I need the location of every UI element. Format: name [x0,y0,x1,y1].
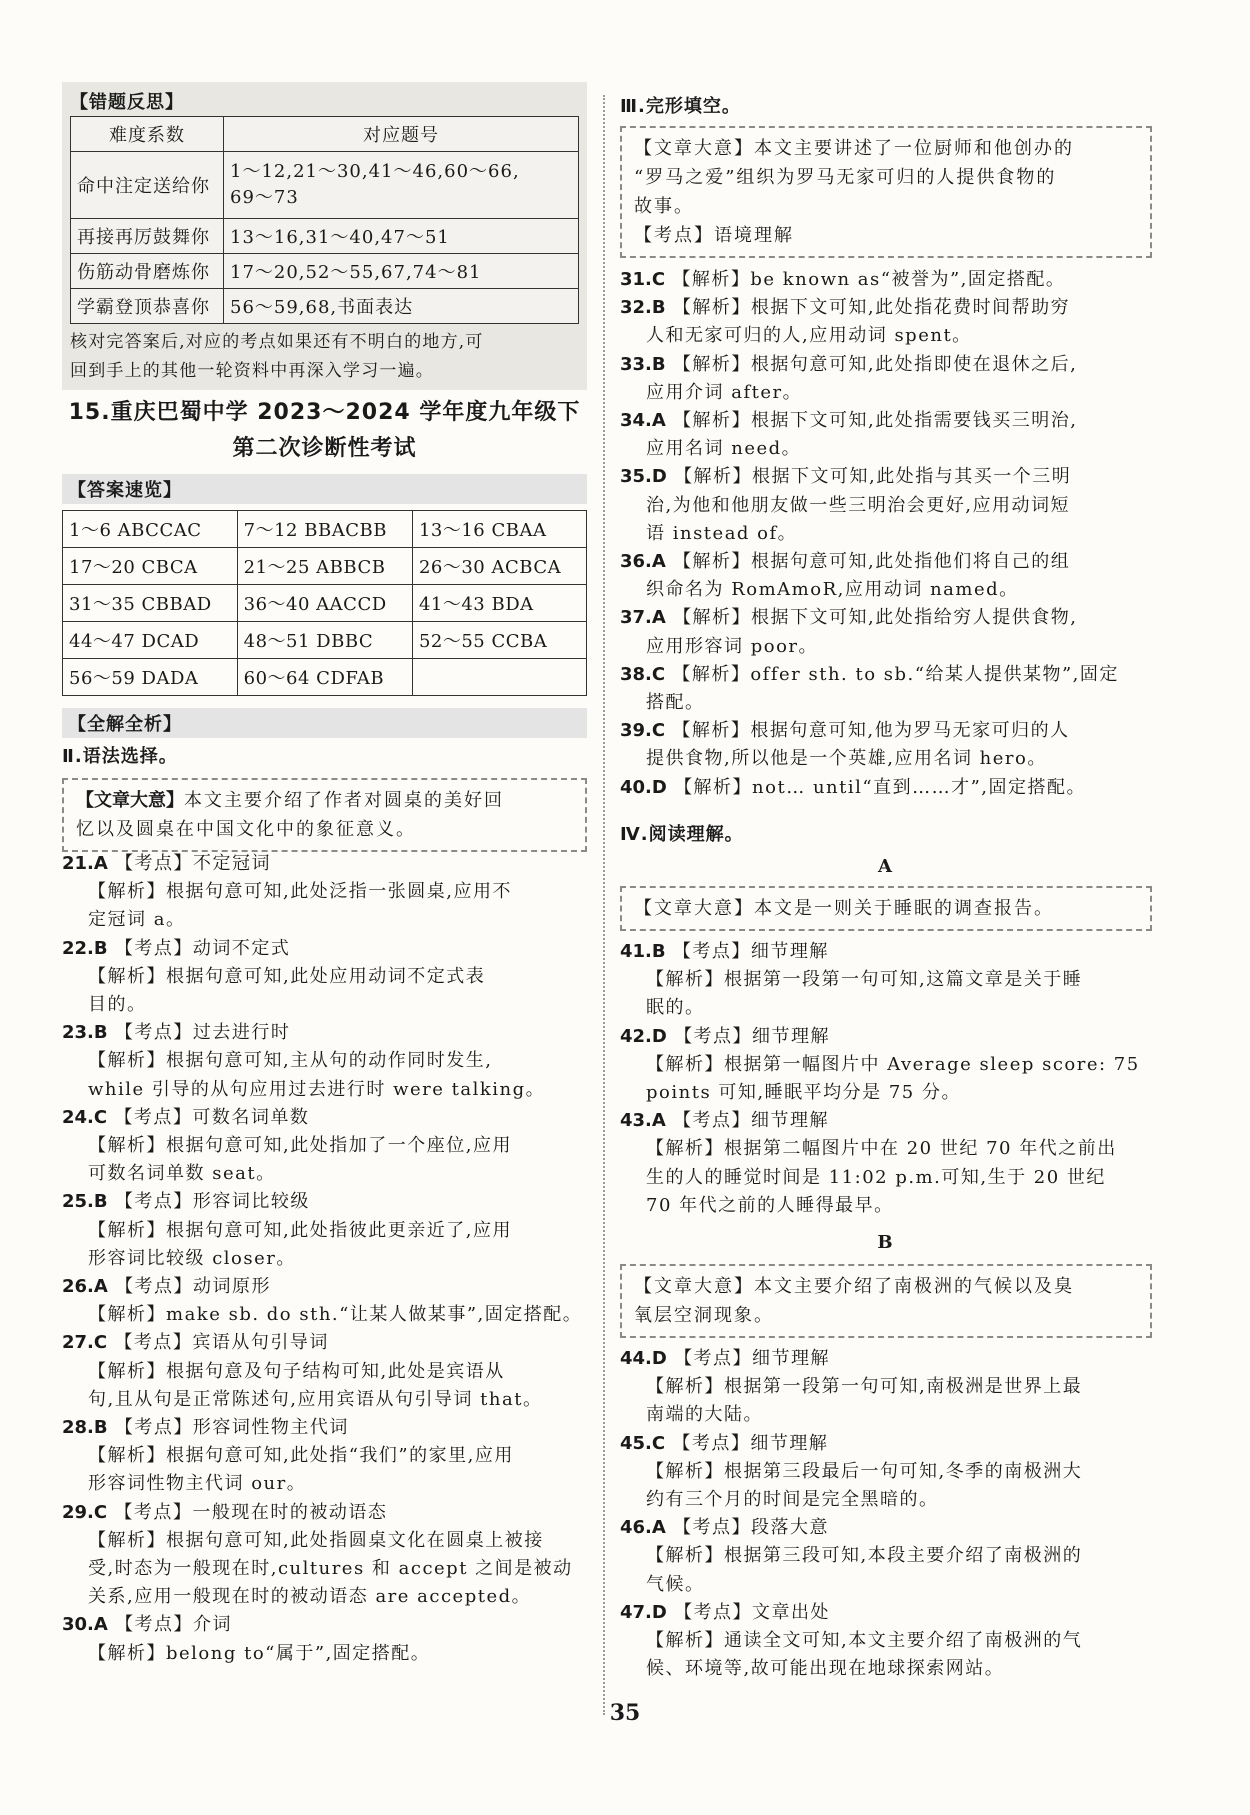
analysis-line [62,1301,587,1329]
analysis-text: 【解析】根据句意可知,此处应用动词不定式表 [88,965,486,987]
reflection-block [62,82,587,390]
note-line: 核对完答案后,对应的考点如果还有不明白的地方,可 [70,332,484,352]
analysis-text: 【解析】belong to“属于”,固定搭配。 [88,1642,431,1664]
answer-cell: 26～30 ACBCA [412,548,586,585]
question-number: 32.B [620,297,666,319]
analysis-line [620,576,1150,604]
table-cell: 伤筋动骨磨炼你 [71,254,224,289]
analysis-line [620,994,1150,1022]
analysis-line [620,1542,1150,1570]
analysis-line [620,604,1150,632]
analysis-line [620,1164,1150,1192]
analysis-line [620,1373,1150,1401]
analysis-line [620,689,1150,717]
analysis-line [620,294,1150,322]
analysis-text: 【考点】形容词性物主代词 [114,1417,349,1439]
analysis-text: 【解析】根据句意及句子结构可知,此处是宾语从 [88,1360,505,1382]
right-analysis-lines-b [620,938,1150,1220]
analysis-line [620,1571,1150,1599]
cell-line: 69～73 [230,187,299,208]
difficulty-table [70,116,579,324]
analysis-text: 【解析】根据句意可知,此处泛指一张圆桌,应用不 [88,881,512,903]
right-analysis-lines-a [620,266,1150,802]
question-number: 30.A [62,1614,108,1636]
analysis-text: 70 年代之前的人睡得最早。 [646,1194,894,1216]
table-row [63,585,587,622]
analysis-text: 搭配。 [646,692,705,714]
answers-table [62,510,587,696]
summary-line: 氧层空洞现象。 [634,1305,774,1326]
table-cell: 17～20,52～55,67,74～81 [224,254,579,289]
analysis-text: 眠的。 [646,997,705,1019]
analysis-text: 【解析】根据第三段最后一句可知,冬季的南极洲大 [646,1460,1083,1482]
analysis-text: 目的。 [88,994,147,1016]
analysis-line [62,1329,587,1357]
analysis-text: 形容词比较级 closer。 [88,1247,296,1269]
question-number: 44.D [620,1348,667,1369]
question-number: 45.C [620,1432,666,1454]
analysis-text: 【解析】offer sth. to sb.“给某人提供某物”,固定 [672,663,1119,685]
summary-line: 【文章大意】本文主要介绍了南极洲的气候以及臭 [634,1276,1074,1297]
answer-cell: 60～64 CDFAB [237,659,412,696]
table-header: 对应题号 [224,117,579,152]
table-row [71,289,579,324]
analysis-text: 【解析】根据句意可知,此处指圆桌文化在圆桌上被接 [88,1529,544,1551]
analysis-text: 生的人的睡觉时间是 11:02 p.m.可知,生于 20 世纪 [646,1166,1106,1188]
analysis-line [62,906,587,934]
analysis-line [620,1051,1150,1079]
analysis-line [620,322,1150,350]
analysis-text: 【考点】可数名词单数 [114,1106,310,1128]
answer-cell: 44～47 DCAD [63,622,238,659]
analysis-line [62,1414,587,1442]
analysis-text: 【解析】根据第一幅图片中 Average sleep score: 75 [646,1053,1140,1075]
analysis-line [62,1527,587,1555]
analysis-line [62,1245,587,1273]
table-cell: 56～59,68,书面表达 [224,289,579,324]
question-number: 28.B [62,1417,108,1439]
analysis-line [620,1599,1150,1627]
summary-line: 【文章大意】本文是一则关于睡眠的调查报告。 [634,898,1054,919]
answer-cell [412,659,586,696]
answers-label: 【答案速览】 [62,474,587,504]
analysis-text: 【考点】不定冠词 [115,853,272,874]
analysis-line [620,1079,1150,1107]
analysis-line [62,1076,587,1104]
section-heading-text: Ⅱ.语法选择。 [62,746,178,767]
analysis-line [620,745,1150,773]
analysis-line [62,1442,587,1470]
question-number: 24.C [62,1106,108,1128]
answer-cell: 41～43 BDA [412,585,586,622]
analysis-text: 【考点】文章出处 [674,1601,831,1623]
section3-summary-box [620,126,1152,258]
answer-cell: 1～6 ABCCAC [63,511,238,548]
question-number: 46.A [620,1517,666,1539]
analysis-line [620,435,1150,463]
question-number: 34.A [620,410,666,432]
answer-cell: 21～25 ABBCB [237,548,412,585]
analysis-line [620,1401,1150,1429]
question-number: 37.A [620,607,666,629]
analysis-text: 【考点】动词不定式 [114,937,291,959]
analysis-text: 应用介词 after。 [646,381,803,403]
table-header: 难度系数 [71,117,224,152]
question-number: 31.C [620,269,666,290]
analysis-text: 【解析】根据下文可知,此处指花费时间帮助穷 [672,297,1071,319]
column-divider [603,95,605,1715]
analysis-line [62,1583,587,1611]
analysis-line [62,1499,587,1527]
analysis-line [620,266,1150,294]
analysis-line [62,935,587,963]
analysis-text: 定冠词 a。 [88,909,186,931]
analysis-text: 提供食物,所以他是一个英雄,应用名词 hero。 [646,748,1047,770]
analysis-line [62,1611,587,1639]
analysis-line [620,407,1150,435]
analysis-text: 人和无家可归的人,应用动词 spent。 [646,325,972,347]
answer-cell: 31～35 CBBAD [63,585,238,622]
analysis-line [620,1430,1150,1458]
analysis-line [62,850,587,878]
analysis-line [620,492,1150,520]
analysis-line [62,1217,587,1245]
analysis-line [62,1188,587,1216]
analysis-line [620,966,1150,994]
question-number: 29.C [62,1501,108,1523]
page-number: 35 [609,1700,641,1726]
analysis-text: 候、环境等,故可能出现在地球探索网站。 [646,1658,1005,1680]
question-number: 35.D [620,466,667,488]
analysis-text: 【解析】根据句意可知,此处指加了一个座位,应用 [88,1135,512,1157]
analysis-text: 【考点】一般现在时的被动语态 [114,1501,388,1523]
question-number: 23.B [62,1022,108,1044]
analysis-text: 【解析】be known as“被誉为”,固定搭配。 [672,269,1066,290]
question-number: 41.B [620,941,666,962]
analysis-text: 织命名为 RomAmoR,应用动词 named。 [646,579,1019,601]
analysis-text: 【考点】宾语从句引导词 [114,1332,329,1354]
analysis-text: 【解析】根据句意可知,此处指他们将自己的组 [673,551,1071,573]
table-cell: 学霸登顶恭喜你 [71,289,224,324]
table-row [63,622,587,659]
analysis-line [620,1192,1150,1220]
analysis-line [62,1047,587,1075]
analysis-line [62,1273,587,1301]
analysis-text: 【解析】通读全文可知,本文主要介绍了南极洲的气 [646,1630,1083,1652]
analysis-line [620,379,1150,407]
analysis-text: 形容词性物主代词 our。 [88,1473,307,1495]
part-b-summary-box [620,1264,1152,1338]
analysis-line [62,1555,587,1583]
analysis-text: 南端的大陆。 [646,1404,763,1426]
question-number: 21.A [62,853,108,874]
analysis-text: while 引导的从句应用过去进行时 were talking。 [88,1078,546,1100]
analysis-text: 可数名词单数 seat。 [88,1163,276,1185]
analysis-text: points 可知,睡眠平均分是 75 分。 [646,1082,961,1104]
analysis-text: 【解析】not… until“直到……才”,固定搭配。 [674,776,1087,798]
question-number: 22.B [62,937,108,959]
part-a-summary-box [620,886,1152,931]
table-cell: 再接再厉鼓舞你 [71,219,224,254]
analysis-line [620,661,1150,689]
question-number: 42.D [620,1025,667,1047]
question-number: 27.C [62,1332,108,1354]
analysis-text: 【考点】形容词比较级 [114,1191,310,1213]
analysis-text: 【解析】make sb. do sth.“让某人做某事”,固定搭配。 [88,1304,583,1326]
analysis-line [620,463,1150,491]
table-row [63,511,587,548]
analysis-line [620,717,1150,745]
table-cell [224,152,579,219]
summary-line: 【考点】语境理解 [634,225,794,246]
table-row [71,152,579,219]
analysis-text: 语 instead of。 [646,522,798,544]
section2-summary-box [62,778,587,852]
question-number: 39.C [620,720,666,742]
question-number: 43.A [620,1110,666,1132]
table-row [63,548,587,585]
analysis-text: 【解析】根据第三段可知,本段主要介绍了南极洲的 [646,1545,1083,1567]
analysis-line [620,938,1150,966]
question-number: 40.D [620,776,667,798]
note-line: 回到手上的其他一轮资料中再深入学习一遍。 [70,361,434,381]
analysis-text: 【考点】细节理解 [674,1348,831,1369]
question-number: 33.B [620,353,666,375]
table-row [71,254,579,289]
part-b-heading: B [877,1232,893,1253]
answer-cell: 56～59 DADA [63,659,238,696]
answer-cell: 17～20 CBCA [63,548,238,585]
analysis-text: 应用形容词 poor。 [646,635,819,657]
summary-line: “罗马之爱”组织为罗马无家可归的人提供食物的 [634,167,1057,188]
analysis-text: 【解析】根据第二幅图片中在 20 世纪 70 年代之前出 [646,1138,1117,1160]
analysis-line [620,1655,1150,1683]
exam-title [62,395,587,467]
right-analysis-lines-c [620,1345,1150,1683]
analysis-text: 【解析】根据第一段第一句可知,这篇文章是关于睡 [646,969,1083,991]
question-number: 25.B [62,1191,108,1213]
analysis-text: 【考点】动词原形 [115,1276,272,1298]
analysis-line [620,548,1150,576]
analysis-line [62,1132,587,1160]
analysis-text: 【考点】段落大意 [673,1517,830,1539]
summary-line: 【文章大意】本文主要讲述了一位厨师和他创办的 [634,138,1074,159]
analysis-text: 【考点】介词 [115,1614,233,1636]
analysis-line [62,1358,587,1386]
answer-cell: 13～16 CBAA [412,511,586,548]
table-row [71,219,579,254]
analysis-line [620,1627,1150,1655]
analysis-text: 【考点】过去进行时 [114,1022,291,1044]
section4-heading [620,820,1150,846]
full-analysis-label-wrap [62,708,587,738]
analysis-text: 【考点】细节理解 [673,1110,830,1132]
analysis-text: 治,为他和他朋友做一些三明治会更好,应用动词短 [646,494,1070,516]
summary-tag: 【文章大意】 [76,790,184,811]
analysis-text: 【考点】细节理解 [672,941,829,962]
answers-block [62,474,587,696]
analysis-line [620,1023,1150,1051]
question-number: 36.A [620,551,666,573]
analysis-line [62,1104,587,1132]
analysis-text: 【考点】细节理解 [674,1025,831,1047]
analysis-line [62,963,587,991]
analysis-text: 【解析】根据句意可知,此处指“我们”的家里,应用 [88,1445,514,1467]
analysis-text: 句,且从句是正常陈述句,应用宾语从句引导词 that。 [88,1388,543,1410]
question-number: 47.D [620,1601,667,1623]
analysis-line [62,1386,587,1414]
analysis-text: 【解析】根据下文可知,此处指需要钱买三明治, [673,410,1078,432]
analysis-text: 【解析】根据下文可知,此处指与其买一个三明 [674,466,1072,488]
section-heading-text: Ⅲ.完形填空。 [620,96,741,117]
analysis-text: 关系,应用一般现在时的被动语态 are accepted。 [88,1586,532,1608]
analysis-line [620,1107,1150,1135]
question-number: 38.C [620,663,666,685]
analysis-text: 气候。 [646,1573,705,1595]
section2-heading [62,742,587,768]
analysis-line [62,991,587,1019]
reflection-note [70,328,579,386]
analysis-line [620,520,1150,548]
analysis-line [620,1458,1150,1486]
reflection-label: 【错题反思】 [70,92,184,113]
analysis-text: 受,时态为一般现在时,cultures 和 accept 之间是被动 [88,1558,573,1580]
exam-title-line2: 第二次诊断性考试 [232,436,417,461]
analysis-line [62,1640,587,1668]
analysis-text: 【解析】根据句意可知,主从句的动作同时发生, [88,1050,493,1072]
analysis-text: 【解析】根据句意可知,他为罗马无家可归的人 [672,720,1070,742]
part-a-heading: A [878,856,892,877]
summary-line: 本文主要介绍了作者对圆桌的美好回 [184,790,504,811]
analysis-text: 应用名词 need。 [646,438,802,460]
analysis-line [620,1345,1150,1373]
answer-cell: 48～51 DBBC [237,622,412,659]
left-analysis-lines [62,850,587,1668]
answer-cell: 52～55 CCBA [412,622,586,659]
analysis-line [62,878,587,906]
question-number: 26.A [62,1276,108,1298]
table-row [63,659,587,696]
table-cell: 命中注定送给你 [71,152,224,219]
exam-title-line1: 15.重庆巴蜀中学 2023～2024 学年度九年级下 [68,400,581,425]
summary-line: 故事。 [634,196,694,217]
analysis-text: 约有三个月的时间是完全黑暗的。 [646,1489,939,1511]
summary-line: 忆以及圆桌在中国文化中的象征意义。 [76,819,416,840]
analysis-text: 【解析】根据第一段第一句可知,南极洲是世界上最 [646,1376,1083,1398]
analysis-text: 【解析】根据句意可知,此处指彼此更亲近了,应用 [88,1219,512,1241]
cell-line: 1～12,21～30,41～46,60～66, [230,161,520,182]
table-cell: 13～16,31～40,47～51 [224,219,579,254]
section-heading-text: Ⅳ.阅读理解。 [620,824,744,845]
analysis-line [620,774,1150,802]
analysis-line [620,1486,1150,1514]
analysis-text: 【解析】根据句意可知,此处指即使在退休之后, [672,353,1078,375]
analysis-text: 【解析】根据下文可知,此处指给穷人提供食物, [673,607,1078,629]
full-analysis-label: 【全解全析】 [62,708,587,738]
analysis-line [620,1514,1150,1542]
analysis-line [620,1135,1150,1163]
analysis-text: 【考点】细节理解 [672,1432,829,1454]
answer-cell: 36～40 AACCD [237,585,412,622]
analysis-line [620,633,1150,661]
analysis-line [62,1470,587,1498]
analysis-line [62,1019,587,1047]
analysis-line [620,351,1150,379]
section3-heading [620,92,1150,118]
answer-cell: 7～12 BBACBB [237,511,412,548]
analysis-line [62,1160,587,1188]
